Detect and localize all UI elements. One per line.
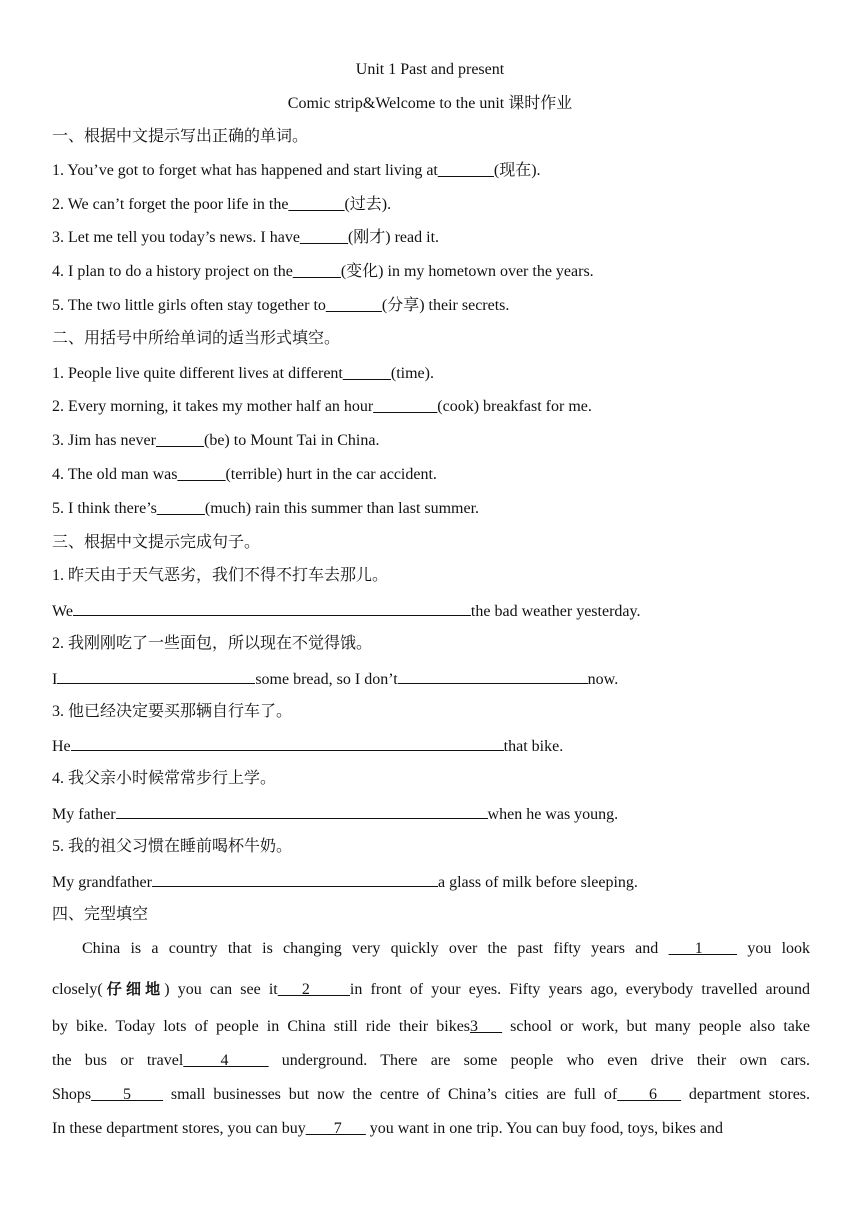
item-hint: (分享) their secrets. xyxy=(381,297,510,314)
item-text: I plan to do a history project on the xyxy=(68,263,293,280)
item-text: I think there’s xyxy=(68,500,157,517)
answer-blank[interactable]: ______ xyxy=(292,263,341,280)
s2-item-5 xyxy=(52,499,479,519)
item-hint: (cook) breakfast for me. xyxy=(437,398,592,415)
s2-item-3 xyxy=(52,431,379,451)
s3-answer-1 xyxy=(52,600,640,622)
item-number: 3. xyxy=(52,229,64,246)
answer-blank[interactable]: ______ xyxy=(299,229,348,246)
s3-prompt-4: 4. 我父亲小时候常常步行上学。 xyxy=(52,770,277,787)
sentence-start: He xyxy=(52,738,71,755)
answer-line[interactable] xyxy=(57,668,255,684)
item-number: 1. xyxy=(52,162,64,179)
answer-blank[interactable]: _______ xyxy=(288,196,345,213)
item-hint: (刚才) read it. xyxy=(347,229,440,246)
cloze-text: by bike. Today lots of people in China still ride their bikes xyxy=(52,1018,471,1035)
answer-blank[interactable]: ______ xyxy=(156,500,205,517)
item-number: 2. xyxy=(52,398,64,415)
cloze-blank-6[interactable]: ___6___ xyxy=(617,1086,682,1103)
answer-line[interactable] xyxy=(152,871,438,887)
s2-item-4 xyxy=(52,465,437,485)
s1-item-5 xyxy=(52,296,509,316)
s3-answer-5 xyxy=(52,871,638,893)
cloze-text: small businesses but now the centre of China’s cities are full of xyxy=(162,1086,618,1103)
cloze-text: department stores. xyxy=(681,1086,811,1103)
item-hint: (much) rain this summer than last summer. xyxy=(204,500,480,517)
cloze-line-1 xyxy=(52,939,810,959)
item-text: You’ve got to forget what has happened and start living at xyxy=(67,162,438,179)
page-title: Unit 1 Past and present xyxy=(355,61,505,78)
answer-line[interactable] xyxy=(73,600,471,616)
sentence-end: when he was young. xyxy=(487,806,619,823)
sentence-end: a glass of milk before sleeping. xyxy=(437,874,638,891)
cloze-text: you look xyxy=(737,940,811,957)
item-number: 4. xyxy=(52,263,64,280)
s1-item-1 xyxy=(52,161,541,181)
sentence-start: I xyxy=(52,671,58,688)
s3-answer-4 xyxy=(52,803,618,825)
sentence-middle: some bread, so I don’t xyxy=(255,671,398,688)
s3-answer-3 xyxy=(52,735,563,757)
cloze-text: Shops xyxy=(52,1086,92,1103)
section4-heading: 四、完型填空 xyxy=(52,906,149,923)
item-hint: (time). xyxy=(390,365,434,382)
item-text: People live quite different lives at different xyxy=(68,365,343,382)
cloze-blank-4[interactable]: ___4_____ xyxy=(183,1052,269,1069)
item-hint: (be) to Mount Tai in China. xyxy=(203,432,380,449)
item-text: Jim has never xyxy=(68,432,156,449)
answer-blank[interactable]: ________ xyxy=(373,398,438,415)
answer-blank[interactable]: _______ xyxy=(437,162,494,179)
cloze-text: underground. There are some people who even drive their own cars. xyxy=(268,1052,811,1069)
item-text: The old man was xyxy=(67,466,178,483)
s1-item-4 xyxy=(52,262,594,282)
cloze-blank-1[interactable]: __1___ xyxy=(668,940,738,957)
sentence-end: the bad weather yesterday. xyxy=(470,603,641,620)
item-text: The two little girls often stay together to xyxy=(67,297,326,314)
s3-prompt-3: 3. 他已经决定要买那辆自行车了。 xyxy=(52,703,293,720)
s3-prompt-5: 5. 我的祖父习惯在睡前喝杯牛奶。 xyxy=(52,838,293,855)
section2-heading: 二、用括号中所给单词的适当形式填空。 xyxy=(52,330,341,347)
cloze-line-5 xyxy=(52,1085,810,1105)
s3-prompt-1: 1. 昨天由于天气恶劣，我们不得不打车去那儿。 xyxy=(52,567,389,584)
cloze-text: in front of your eyes. Fifty years ago, everybody travelled around xyxy=(349,981,810,998)
s1-item-2 xyxy=(52,195,391,215)
cloze-text: China is a country that is changing very quickly over the past fifty years and xyxy=(82,940,659,957)
cloze-blank-2[interactable]: __2_____ xyxy=(277,981,350,998)
cloze-line-6 xyxy=(52,1119,810,1139)
item-number: 4. xyxy=(52,466,64,483)
answer-line[interactable] xyxy=(116,803,488,819)
cloze-line-2 xyxy=(52,979,810,1000)
answer-blank[interactable]: ______ xyxy=(155,432,204,449)
answer-blank[interactable]: _______ xyxy=(325,297,382,314)
cloze-blank-5[interactable]: ___5____ xyxy=(91,1086,163,1103)
item-number: 1. xyxy=(52,365,64,382)
page-subtitle: Comic strip&Welcome to the unit 课时作业 xyxy=(287,95,573,112)
item-text: Let me tell you today’s news. I have xyxy=(68,229,300,246)
sentence-end: now. xyxy=(587,671,619,688)
item-number: 2. xyxy=(52,196,64,213)
cloze-text: In these department stores, you can buy xyxy=(52,1120,306,1137)
item-number: 5. xyxy=(52,297,64,314)
item-hint: (过去). xyxy=(344,196,392,213)
s2-item-1 xyxy=(52,364,434,384)
answer-blank[interactable]: ______ xyxy=(342,365,391,382)
s3-answer-2 xyxy=(52,668,618,690)
s3-prompt-2: 2. 我刚刚吃了一些面包，所以现在不觉得饿。 xyxy=(52,635,373,652)
item-number: 5. xyxy=(52,500,64,517)
cloze-blank-3[interactable]: 3___ xyxy=(470,1018,503,1035)
section3-heading: 三、根据中文提示完成句子。 xyxy=(52,534,261,551)
cloze-line-3 xyxy=(52,1017,810,1037)
cloze-bold-word: 仔细地 xyxy=(102,980,165,998)
section1-heading: 一、根据中文提示写出正确的单词。 xyxy=(52,128,309,145)
item-hint: (terrible) hurt in the car accident. xyxy=(225,466,437,483)
item-text: We can’t forget the poor life in the xyxy=(67,196,289,213)
cloze-line-4 xyxy=(52,1051,810,1071)
s2-item-2 xyxy=(52,397,592,417)
answer-line[interactable] xyxy=(71,735,504,751)
sentence-start: My grandfather xyxy=(52,874,152,891)
cloze-blank-7[interactable]: ___7___ xyxy=(305,1120,366,1137)
sentence-start: We xyxy=(52,603,73,620)
item-text: Every morning, it takes my mother half an hour xyxy=(68,398,374,415)
item-hint: (现在). xyxy=(493,162,541,179)
cloze-text: closely( xyxy=(52,981,103,998)
answer-line[interactable] xyxy=(398,668,588,684)
s1-item-3 xyxy=(52,228,439,248)
item-hint: (变化) in my hometown over the years. xyxy=(340,263,594,280)
cloze-text: the bus or travel xyxy=(52,1052,184,1069)
sentence-end: that bike. xyxy=(503,738,564,755)
item-number: 3. xyxy=(52,432,64,449)
answer-blank[interactable]: ______ xyxy=(177,466,226,483)
sentence-start: My father xyxy=(52,806,116,823)
cloze-text: you want in one trip. You can buy food, toys, bikes and xyxy=(365,1120,724,1137)
cloze-text: ) you can see it xyxy=(164,981,278,998)
cloze-text: school or work, but many people also take xyxy=(502,1018,811,1035)
